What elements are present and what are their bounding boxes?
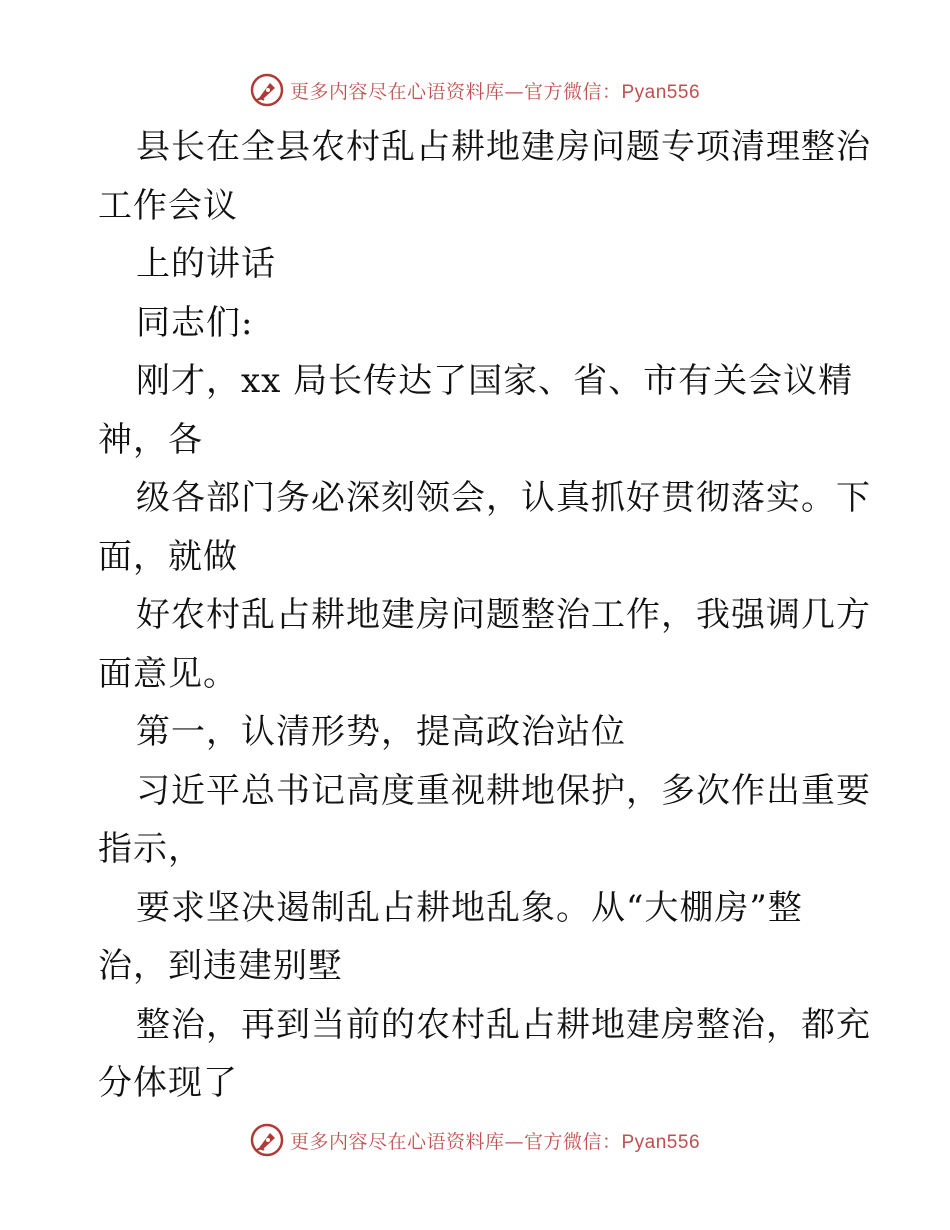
text-line: 第一，认清形势，提高政治站位 [136,712,626,752]
text-line: 神，各 [98,419,203,460]
text-line: 习近平总书记高度重视耕地保护，多次作出重要 [136,770,871,811]
watermark-handle: Pyan556 [621,1131,701,1153]
watermark-text: 更多内容尽在心语资料库—官方微信：Pyan556 [289,1130,701,1153]
text-line: 工作会议 [98,185,238,226]
text-line: 面，就做 [98,536,238,577]
text-line: 面意见。 [98,653,238,694]
footer-watermark [0,1120,950,1160]
text-line: 刚才，xx 局长传达了国家、省、市有关会议精 [136,361,854,401]
text-line: 上的讲话 [136,244,276,284]
text-line: 指示， [98,829,203,869]
text-line: 整治，再到当前的农村乱占耕地建房整治，都充 [136,1004,871,1045]
text-line: 分体现了 [98,1063,238,1103]
pen-nib-logo-icon [250,73,284,107]
text-line: 县长在全县农村乱占耕地建房问题专项清理整治 [136,127,871,167]
document-body [98,118,871,1113]
watermark-handle: Pyan556 [621,81,701,103]
text-line: 要求坚决遏制乱占耕地乱象。从“大棚房”整 [136,887,803,928]
text-line: 级各部门务必深刻领会，认真抓好贯彻落实。下 [136,478,871,518]
watermark-text: 更多内容尽在心语资料库—官方微信：Pyan556 [289,80,701,103]
text-line: 治，到违建别墅 [98,946,343,986]
header-watermark [0,70,950,110]
text-line: 同志们: [136,302,254,343]
text-line: 好农村乱占耕地建房问题整治工作，我强调几方 [136,595,871,635]
pen-nib-logo-icon [250,1123,284,1157]
